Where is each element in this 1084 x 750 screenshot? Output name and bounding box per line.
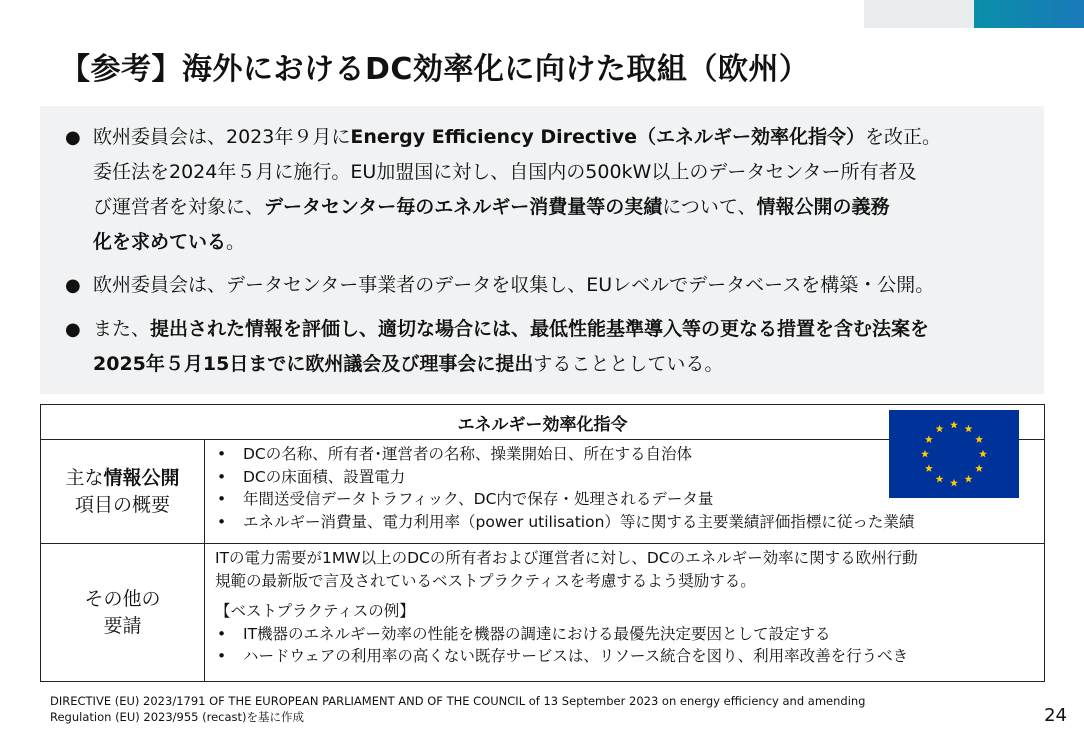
list-item: • DCの名称、所有者･運営者の名称、操業開始日、所在する自治体 [215, 443, 1034, 466]
source-line: Regulation (EU) 2023/955 (recast)を基に作成 [50, 710, 305, 724]
label-text: 主な [65, 466, 104, 489]
emphasis-text: 2025年５月15日までに欧州議会及び理事会に提出 [93, 353, 534, 375]
bullet-icon: ● [65, 275, 81, 296]
text-segment: 欧州委員会は、2023年９月に [93, 126, 351, 148]
request-text: 規範の最新版で言及されているベストプラクティスを考慮するよう奨励する。 [215, 571, 756, 590]
example-title: 【ベストプラクティスの例】 [215, 602, 415, 620]
text-segment: を改正。 [865, 126, 942, 148]
directive-name: Energy Efficiency Directive（エネルギー効率化指令） [350, 126, 866, 148]
list-item: • DCの床面積、設置電力 [215, 466, 1034, 489]
emphasis-text: 化を求めている [93, 231, 227, 253]
request-text: ITの電力需要が1MW以上のDCの所有者および運営者に対し、DCのエネルギー効率に関する欧州行動 [215, 549, 918, 567]
list-item: • IT機器のエネルギー効率の性能を機器の調達における最優先決定要因として設定する [215, 623, 1034, 646]
row-label-disclosure [41, 440, 205, 544]
bullet-icon: ● [65, 127, 81, 148]
header-accent-dark [974, 0, 1084, 28]
bullet-icon: ● [65, 319, 81, 340]
text-segment: また、 [93, 318, 151, 340]
source-note [50, 693, 1040, 725]
table-row-other [41, 544, 1045, 682]
text-segment: 。 [226, 231, 246, 253]
row-label-other [41, 544, 205, 682]
list-item: • エネルギー消費量、電力利用率（power utilisation）等に関する主要業績評価指標に従った業績 [215, 511, 1034, 534]
label-emphasis: 情報公開 [103, 466, 180, 489]
page-title: 【参考】海外におけるDC効率化に向けた取組（欧州） [60, 52, 810, 87]
list-item: • ハードウェアの利用率の高くない既存サービスは、リソース統合を図り、利用率改善を行うべき [215, 645, 1034, 668]
eu-flag-icon [889, 410, 1019, 498]
emphasis-text: 情報公開の義務 [756, 196, 890, 218]
emphasis-text: 提出された情報を評価し、適切な場合には、最低性能基準導入等の更なる措置を含む法案を [150, 318, 930, 340]
label-text: 項目の概要 [74, 493, 170, 516]
text-line: 欧州委員会は、データセンター事業者のデータを収集し、EUレベルでデータベースを構築・公開。 [93, 274, 935, 296]
text-segment: び運営者を対象に、 [93, 196, 265, 218]
emphasis-text: データセンター毎のエネルギー消費量等の実績 [264, 196, 663, 218]
table-header: エネルギー効率化指令 [41, 405, 1045, 440]
text-segment: について、 [662, 196, 757, 218]
text-segment: することとしている。 [533, 353, 724, 375]
header-accent-light [864, 0, 974, 28]
label-text: その他の [84, 587, 161, 610]
page-number: 24 [1044, 705, 1067, 726]
summary-box [40, 106, 1044, 394]
list-item: • 年間送受信データトラフィック、DC内で保存・処理されるデータ量 [215, 488, 1034, 511]
header-accent-bar [864, 0, 1084, 28]
other-requests [205, 544, 1045, 682]
text-line: 委任法を2024年５月に施行。EU加盟国に対し、自国内の500kW以上のデータセンター所有者及 [93, 161, 917, 183]
label-text: 要請 [103, 614, 142, 637]
source-line: DIRECTIVE (EU) 2023/1791 OF THE EUROPEAN PARLIAMENT AND OF THE COUNCIL of 13 September 2023 on energy efficiency and amending [50, 694, 866, 708]
